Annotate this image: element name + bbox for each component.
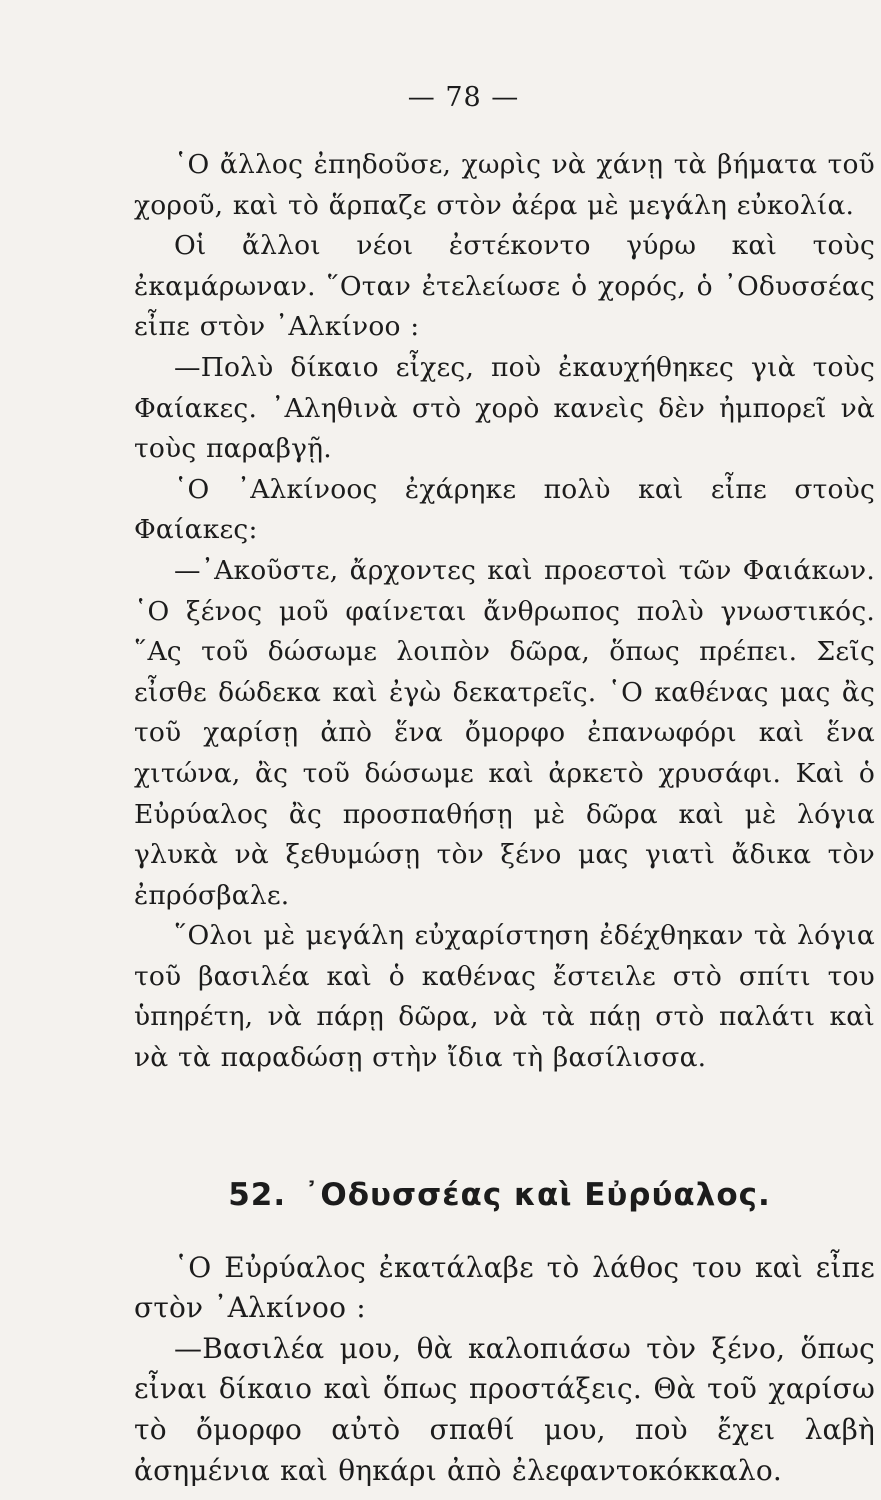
- paragraph: ῞Ολοι μὲ μεγάλη εὐχαρίστηση ἐδέχθηκαν τὰ λόγια τοῦ βασιλέα καὶ ὁ καθένας ἔστειλε στὸ σπίτι του ὑπηρέτη, νὰ πάρῃ δῶρα, νὰ τὰ πάῃ στὸ παλάτι καὶ νὰ τὰ παραδώσῃ στὴν ἴδια τὴ βασίλισσα.: [134, 920, 875, 1074]
- chapter-heading: [134, 1177, 875, 1213]
- paragraph: ῾Ο ᾿Αλκίνοος ἐχάρηκε πολὺ καὶ εἶπε στοὺς Φαίακες:: [134, 473, 875, 546]
- chapter-title: ᾿Οδυσσέας καὶ Εὐρύαλος.: [303, 1176, 771, 1213]
- paragraph: Οἱ ἄλλοι νέοι ἐστέκοντο γύρω καὶ τοὺς ἐκαμάρωναν. ῞Οταν ἐτελείωσε ὁ χορός, ὁ ᾿Οδυσσέας εἶπε στὸν ᾿Αλκίνοο :: [134, 230, 875, 343]
- page-number: — 78 —: [407, 82, 520, 113]
- paragraph: —Βασιλέα μου, θὰ καλοπιάσω τὸν ξένο, ὅπως εἶναι δίκαιο καὶ ὅπως προστάξεις. Θὰ τοῦ χαρίσω τὸ ὄμορφο αὐτὸ σπαθί μου, ποὺ ἔχει λαβὴ ἀσημένια καὶ θηκάρι ἀπὸ ἐλεφαντοκόκκαλο.: [134, 1331, 875, 1487]
- chapter-number: 52.: [228, 1176, 287, 1213]
- story-text-section: [134, 145, 875, 1079]
- paragraph: —᾿Ακοῦστε, ἄρχοντες καὶ προεστοὶ τῶν Φαιάκων. ῾Ο ξένος μοῦ φαίνεται ἄνθρωπος πολὺ γνωστικός. ῞Ας τοῦ δώσωμε λοιπὸν δῶρα, ὅπως πρέπει. Σεῖς εἶσθε δώδεκα καὶ ἐγὼ δεκατρεῖς. ῾Ο καθένας μας ἂς τοῦ χαρίσῃ ἀπὸ ἕνα ὄμορφο ἐπανωφόρι καὶ ἕνα χιτώνα, ἂς τοῦ δώσωμε καὶ ἀρκετὸ χρυσάφι. Καὶ ὁ Εὐρύαλος ἂς προσπαθήσῃ μὲ δῶρα καὶ μὲ λόγια γλυκὰ νὰ ξεθυμώσῃ τὸν ξένο μας γιατὶ ἄδικα τὸν ἐπρόσβαλε.: [134, 554, 875, 911]
- paragraph: ῾Ο ἄλλος ἐπηδοῦσε, χωρὶς νὰ χάνῃ τὰ βήματα τοῦ χοροῦ, καὶ τὸ ἅρπαζε στὸν ἀέρα μὲ μεγάλη εὐκολία.: [134, 149, 875, 221]
- chapter-text-section: [134, 1248, 875, 1492]
- paragraph: ῾Ο Εὐρύαλος ἐκατάλαβε τὸ λάθος του καὶ εἶπε στὸν ᾿Αλκίνοο :: [134, 1250, 875, 1325]
- paragraph: —Πολὺ δίκαιο εἶχες, ποὺ ἐκαυχήθηκες γιὰ τοὺς Φαίακες. ᾿Αληθινὰ στὸ χορὸ κανεὶς δὲν ἠμπορεῖ νὰ τοὺς παραβγῇ.: [134, 351, 875, 465]
